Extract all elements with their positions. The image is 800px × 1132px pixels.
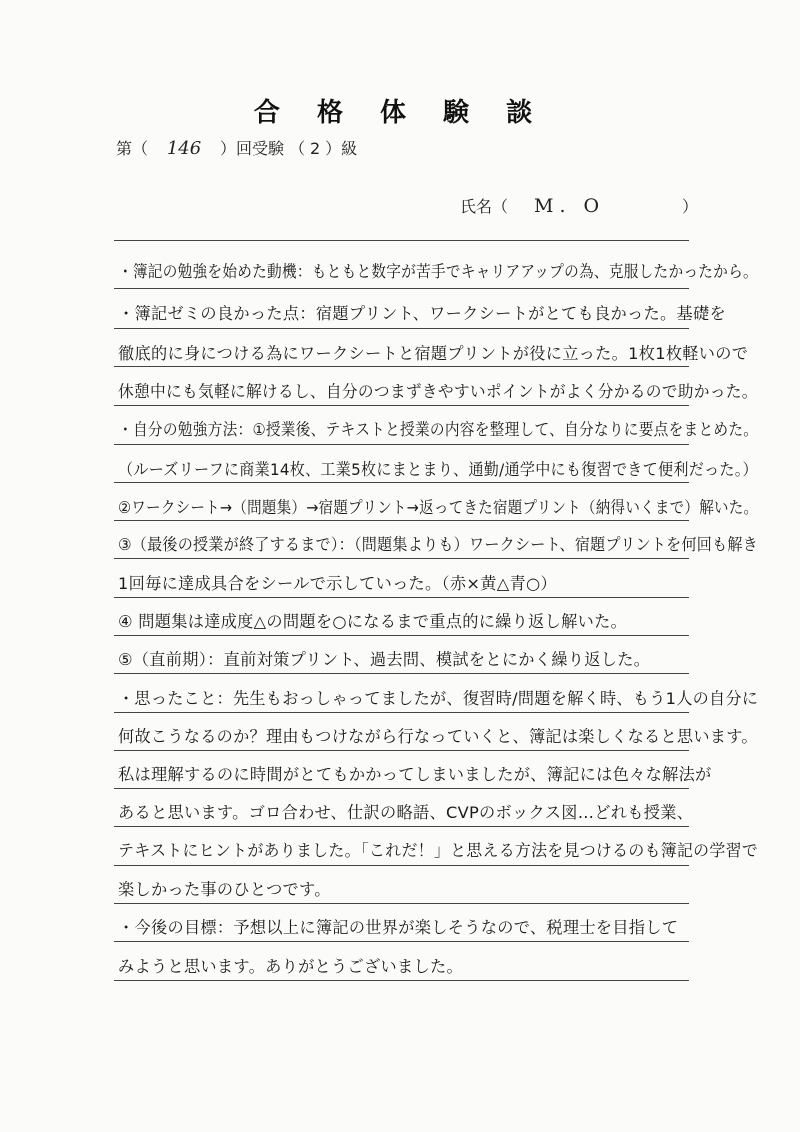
name-value: M. O — [534, 195, 606, 217]
ruled-line — [114, 240, 689, 241]
text-line: ③（最後の授業が終了するまで）：（問題集よりも）ワークシート、宿題プリントを何回も解き — [118, 535, 759, 554]
exam-prefix: 第（ — [116, 139, 149, 158]
ruled-line — [114, 980, 689, 981]
text-line: テキストにヒントがありました。「これだ！」と思える方法を見つけるのも簿記の学習で — [118, 841, 759, 860]
ruled-line — [114, 712, 689, 713]
text-line: ・思ったこと：先生もおっしゃってましたが、復習時/問題を解く時、もう1人の自分に — [118, 689, 759, 708]
ruled-line — [114, 865, 689, 866]
text-line: ・自分の勉強方法：①授業後、テキストと授業の内容を整理して、自分なりに要点をまとめた。 — [118, 420, 759, 439]
text-line: ②ワークシート→（問題集）→宿題プリント→返ってきた宿題プリント（納得いくまで）解いた。 — [118, 498, 759, 517]
ruled-line — [114, 405, 689, 406]
exam-info — [116, 136, 357, 159]
text-line: 徹底的に身につける為にワークシートと宿題プリントが役に立った。1枚1枚軽いので — [118, 344, 749, 363]
exam-suffix: ）級 — [325, 139, 358, 158]
name-field — [460, 194, 698, 217]
text-line: 楽しかった事のひとつです。 — [118, 880, 331, 899]
ruled-line — [114, 788, 689, 789]
text-line: ・今後の目標：予想以上に簿記の世界が楽しそうなので、税理士を目指して — [118, 918, 679, 937]
page-title: 合 格 体 験 談 — [253, 98, 547, 128]
name-close: ） — [682, 197, 699, 216]
exam-middle-text: ）回受験 （ — [220, 139, 306, 158]
ruled-line — [114, 288, 689, 289]
ruled-line — [114, 750, 689, 751]
text-line: 休憩中にも気軽に解けるし、自分のつまずきやすいポイントがよく分かるので助かった。 — [118, 382, 758, 401]
name-label: 氏名（ — [460, 197, 509, 216]
ruled-line — [114, 597, 689, 598]
text-line: 私は理解するのに時間がとてもかかってしまいましたが、簿記には色々な解法が — [118, 765, 712, 784]
ruled-line — [114, 366, 689, 367]
ruled-line — [114, 328, 689, 329]
ruled-line — [114, 941, 689, 942]
text-line: みようと思います。ありがとうございました。 — [118, 957, 463, 976]
text-line: ・簿記ゼミの良かった点：宿題プリント、ワークシートがとても良かった。基礎を — [118, 304, 726, 323]
exam-level: 2 — [310, 139, 321, 158]
text-line: ⑤（直前期）：直前対策プリント、過去問、模試をとにかく繰り返した。 — [118, 650, 651, 669]
text-line: （ルーズリーフに商業14枚、工業5枚にまとまり、通勤/通学中にも復習できて便利だった。） — [118, 460, 758, 479]
ruled-line — [114, 558, 689, 559]
ruled-line — [114, 444, 689, 445]
text-line: ・簿記の勉強を始めた動機：もともと数字が苦手でキャリアアップの為、克服したかったから。 — [118, 262, 758, 281]
text-line: ④ 問題集は達成度△の問題を○になるまで重点的に繰り返し解いた。 — [118, 612, 628, 631]
ruled-line — [114, 673, 689, 674]
ruled-line — [114, 482, 689, 483]
ruled-line — [114, 826, 689, 827]
text-line: 1回毎に達成具合をシールで示していった。（赤×黄△青○） — [118, 574, 557, 593]
text-line: 何故こうなるのか？理由もつけながら行なっていくと、簿記は楽しくなると思います。 — [118, 727, 758, 746]
ruled-line — [114, 903, 689, 904]
exam-session-number: 146 — [166, 138, 202, 159]
ruled-line — [114, 635, 689, 636]
ruled-line — [114, 520, 689, 521]
text-line: あると思います。ゴロ合わせ、仕訳の略語、CVPのボックス図…どれも授業、 — [118, 803, 694, 822]
